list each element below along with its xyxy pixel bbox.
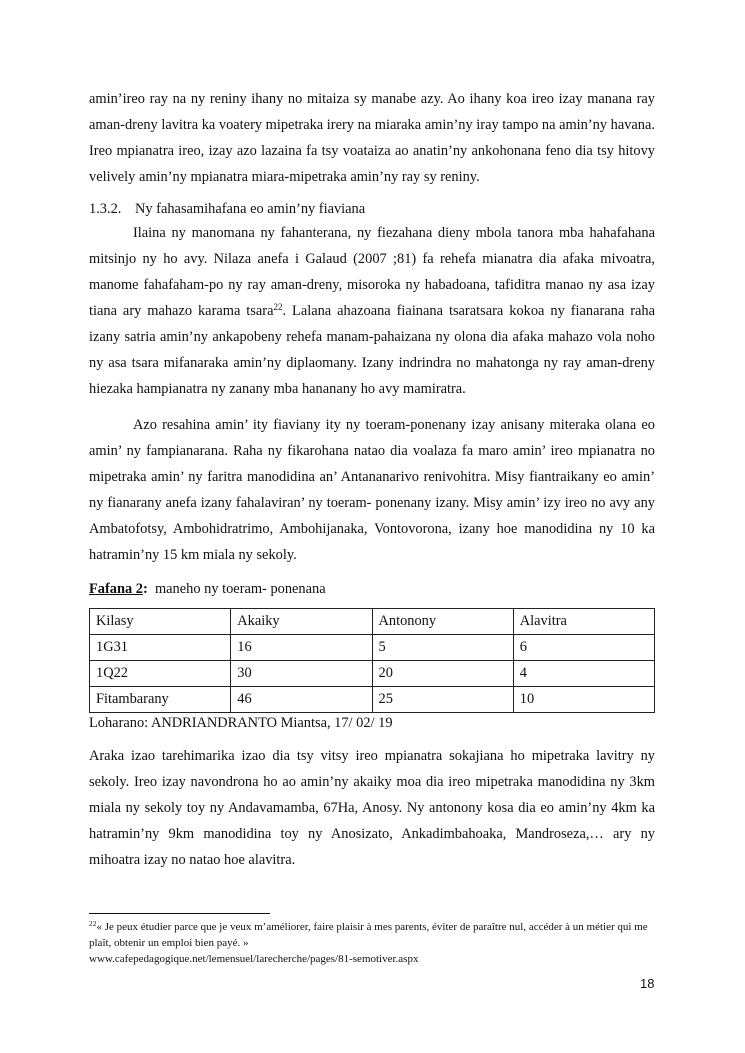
footnote-url[interactable]: www.cafepedagogique.net/lemensuel/larecherche/pages/81-semotiver.aspx	[89, 953, 419, 965]
paragraph-3: Azo resahina amin’ ity fiaviany ity ny toeram-ponenany izay anisany miteraka olana eo amin’ ny fampianarana. Raha ny fikarohana natao dia voalaza fa maro amin’ ireo mpianatra no mipetraka amin’ ny faritra manodidina an’ Antananarivo renivohitra. Misy fiantraikany eo amin’ ny fianarany anefa izany fahalaviran’ ny toeram- ponenany izany. Misy amin’ izy ireo no avy any Ambatofotsy, Ambohidratrimo, Ambohijanaka, Vontovorona, izany hoe manodidina ny 10 ka hatramin’ny 15 km miala ny sekoly.	[89, 417, 655, 563]
table-row-total	[90, 687, 655, 713]
footnote-reference[interactable]: 22	[273, 302, 283, 312]
paragraph-1: amin’ireo ray na ny reniny ihany no mitaiza sy manabe azy. Ao ihany koa ireo izay manana ray aman-dreny lavitra ka voatery mipetraka irery na miaraka amin’ny iray tampo na amin’ny havana. Ireo mpianatra ireo, izay azo lazaina fa tsy voataiza ao anatin’ny ankohonana feno dia tsy hitovy velively amin’ny mpianatra miara-mipetraka amin’ny ray sy reniny.	[89, 91, 655, 185]
table-cell: 30	[231, 661, 372, 687]
table-caption-text: maneho ny toeram- ponenana	[154, 581, 326, 597]
table-cell: 46	[231, 687, 372, 713]
table-caption-colon: :	[142, 581, 148, 597]
table-cell: 10	[513, 687, 654, 713]
header-cell: Antonony	[372, 609, 513, 635]
table-cell: 25	[372, 687, 513, 713]
section-title: Ny fahasamihafana eo amin’ny fiaviana	[135, 201, 366, 217]
header-cell: Akaiky	[231, 609, 372, 635]
table-cell: 4	[513, 661, 654, 687]
table-cell: Fitambarany	[90, 687, 231, 713]
footnote-quote: « Je peux étudier parce que je veux m’améliorer, faire plaisir à mes parents, éviter de paraître nul, accéder à un métier qui me plaît, obtenir un emploi bien payé. »	[89, 921, 648, 949]
table-cell: 5	[372, 635, 513, 661]
table-header-row	[90, 609, 655, 635]
table-caption	[89, 578, 655, 600]
paragraph-4: Araka izao tarehimarika izao dia tsy vitsy ireo mpianatra sokajiana ho mipetraka lavitry ny sekoly. Ireo izay navondrona ho ao amin’ny akaiky moa dia ireo mipetraka manodidina ny 3km miala ny sekoly toy ny Andavamamba, 67Ha, Anosy. Ny antonony kosa dia eo amin’ny 4km ka hatramin’ny 9km manodidina toy ny Anosizato, Ankadimbahoaka, Mandroseza,… ary ny mihoatra izay no natao hoe alavitra.	[89, 748, 655, 868]
table-row	[90, 635, 655, 661]
paragraph-2-text-a: Ilaina ny manomana ny fahanterana, ny fiezahana dieny mbola tanora mba hahafahana mitsinjo ny ho avy. Nilaza anefa i Galaud (2007 ;81) fa rehefa mianatra dia afaka mivoatra, manome fahafaham-po ny ray aman-dreny, misoroka ny habadoana, tafiditra manao ny asa izay tiana ary mahazo karama tsara	[89, 225, 655, 319]
footnote-number: 22	[89, 919, 97, 928]
paragraph-2	[89, 220, 655, 402]
table-cell: 16	[231, 635, 372, 661]
residence-table	[89, 608, 655, 713]
table-source: Loharano: ANDRIANDRANTO Miantsa, 17/ 02/ 19	[89, 715, 393, 731]
header-cell: Kilasy	[90, 609, 231, 635]
page-number: 18	[640, 976, 655, 991]
header-cell: Alavitra	[513, 609, 654, 635]
table-caption-label: Fafana 2	[89, 581, 143, 597]
table-row	[90, 661, 655, 687]
footnote	[89, 919, 655, 967]
footnote-divider	[89, 913, 270, 914]
footnote-text	[89, 919, 655, 951]
table-cell: 6	[513, 635, 654, 661]
section-heading	[89, 198, 655, 220]
table-cell: 1G31	[90, 635, 231, 661]
body-text	[89, 86, 655, 873]
paragraph-2-text-b: . Lalana ahazoana fiainana tsaratsara kokoa ny fianarana raha izany satria amin’ny ankapobeny rehefa manam-pahaizana ny olona dia afaka mahazo vola noho ny asa tsara mifanaraka amin’ny diplaomany. Izany indrindra no mahatonga ny ray aman-dreny hiezaka hampianatra ny zanany mba hananany ho avy mamiratra.	[89, 303, 655, 397]
table-cell: 1Q22	[90, 661, 231, 687]
table-cell: 20	[372, 661, 513, 687]
section-number: 1.3.2.	[89, 201, 122, 217]
